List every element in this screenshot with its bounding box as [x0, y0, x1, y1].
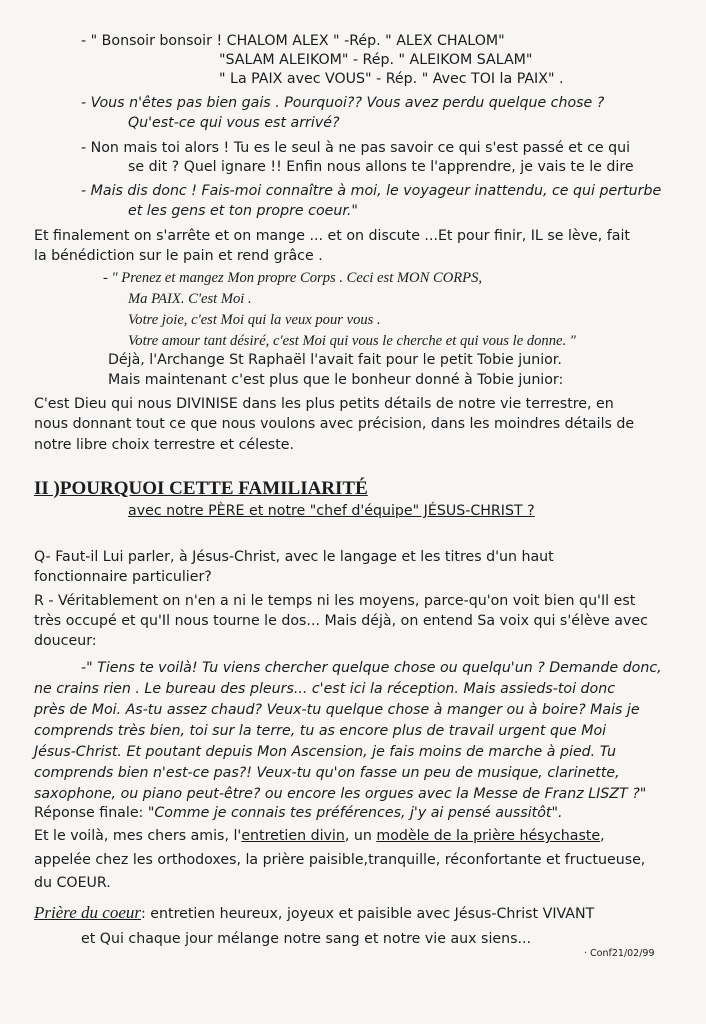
answer-r-line-3: douceur:	[34, 633, 97, 649]
conference-reference: · Conf21/02/99	[584, 948, 655, 959]
dialogue-line-6: comprends bien n'est-ce pas?! Veux-tu qu'on fasse un peu de musique, clarinette,	[34, 765, 620, 781]
narration-line-5: C'est Dieu qui nous DIVINISE dans les plus petits détails de notre vie terrestre, en	[34, 396, 614, 412]
reply-line-1: - Non mais toi alors ! Tu es le seul à ne pas savoir ce qui s'est passé et ce qui	[81, 140, 631, 156]
answer-r-line-1: R - Véritablement on n'en a ni le temps ni les moyens, parce-qu'on voit bien qu'Il est	[34, 593, 636, 609]
final-answer-line	[34, 804, 563, 823]
section-heading: II )POURQUOI CETTE FAMILIARITÉ	[34, 478, 368, 499]
question-line-3: - Mais dis donc ! Fais-moi connaître à moi, le voyageur inattendu, ce qui perturbe	[81, 183, 662, 199]
entretien-divin-phrase: entretien divin	[241, 828, 345, 844]
reply-line-2: se dit ? Quel ignare !! Enfin nous allons te l'apprendre, je vais te le dire	[128, 159, 634, 175]
dialogue-line-5: Jésus-Christ. Et poutant depuis Mon Ascension, je fais moins de marche à pied. Tu	[34, 744, 616, 760]
quote-line-3: Votre joie, c'est Moi qui la veux pour vous .	[128, 312, 381, 328]
question-line-1: - Vous n'êtes pas bien gais . Pourquoi?? Vous avez perdu quelque chose ?	[81, 95, 605, 111]
narration-line-4: Mais maintenant c'est plus que le bonheur donné à Tobie junior:	[108, 372, 564, 388]
dialogue-line-2: ne crains rien . Le bureau des pleurs... c'est ici la réception. Mais assieds-toi donc	[34, 681, 616, 697]
final-answer-text: "Comme je connais tes préférences, j'y ai pensé aussitôt".	[147, 805, 563, 821]
narration-line-1: Et finalement on s'arrête et on mange ... et on discute ...Et pour finir, IL se lève, fait	[34, 228, 630, 244]
priere-hesychaste-phrase: modèle de la prière hésychaste	[376, 828, 601, 844]
answer-r-line-2: très occupé et qu'Il nous tourne le dos... Mais déjà, on entend Sa voix qui s'élève avec	[34, 613, 648, 629]
question-line-2: Qu'est-ce qui vous est arrivé?	[128, 115, 340, 131]
dialogue-line-3: près de Moi. As-tu assez chaud? Veux-tu quelque chose à manger ou à boire? Mais je	[34, 702, 640, 718]
conclusion-text-e: ,	[600, 828, 605, 844]
conclusion-line-3: du COEUR.	[34, 875, 111, 891]
quote-line-2: Ma PAIX. C'est Moi .	[128, 291, 252, 307]
greeting-line-2: "SALAM ALEIKOM" - Rép. " ALEIKOM SALAM"	[219, 52, 533, 68]
question-line-4: et les gens et ton propre coeur."	[128, 203, 358, 219]
quote-line-4: Votre amour tant désiré, c'est Moi qui vous le cherche et qui vous le donne. "	[128, 333, 576, 349]
narration-line-6: nous donnant tout ce que nous voulons avec précision, dans les moindres détails de	[34, 416, 635, 432]
narration-line-7: notre libre choix terrestre et céleste.	[34, 437, 294, 453]
priere-du-coeur-label: Prière du coeur	[34, 903, 142, 922]
conclusion-line-1	[34, 827, 605, 846]
quote-line-1: - " Prenez et mangez Mon propre Corps . Ceci est MON CORPS,	[103, 270, 483, 286]
priere-text-1: entretien heureux, joyeux et paisible avec Jésus-Christ VIVANT	[145, 906, 595, 922]
greeting-line-1: - " Bonsoir bonsoir ! CHALOM ALEX " -Rép. " ALEX CHALOM"	[81, 33, 505, 49]
dialogue-line-7: saxophone, ou piano peut-être? ou encore les orgues avec la Messe de Franz LISZT ?"	[34, 786, 647, 802]
priere-colon: :	[141, 906, 146, 922]
dialogue-line-4: comprends très bien, toi sur la terre, tu as encore plus de travail urgent que Moi	[34, 723, 607, 739]
section-subheading: avec notre PÈRE et notre "chef d'équipe" JÉSUS-CHRIST ?	[128, 503, 535, 519]
priere-line-2: et Qui chaque jour mélange notre sang et notre vie aux siens...	[81, 931, 532, 947]
final-answer-label: Réponse finale:	[34, 805, 148, 821]
question-q-line-1: Q- Faut-il Lui parler, à Jésus-Christ, avec le langage et les titres d'un haut	[34, 549, 554, 565]
conclusion-text-a: Et le voilà, mes chers amis, l'	[34, 828, 242, 844]
question-q-line-2: fonctionnaire particulier?	[34, 569, 212, 585]
narration-line-3: Déjà, l'Archange St Raphaël l'avait fait pour le petit Tobie junior.	[108, 352, 562, 368]
conclusion-text-c: , un	[344, 828, 377, 844]
dialogue-line-1: -" Tiens te voilà! Tu viens chercher quelque chose ou quelqu'un ? Demande donc,	[81, 660, 662, 676]
narration-line-2: la bénédiction sur le pain et rend grâce .	[34, 248, 323, 264]
conclusion-line-2: appelée chez les orthodoxes, la prière paisible,tranquille, réconfortante et fructueuse,	[34, 852, 646, 868]
greeting-line-3: " La PAIX avec VOUS" - Rép. " Avec TOI la PAIX" .	[219, 71, 564, 87]
priere-line-1	[34, 903, 594, 924]
